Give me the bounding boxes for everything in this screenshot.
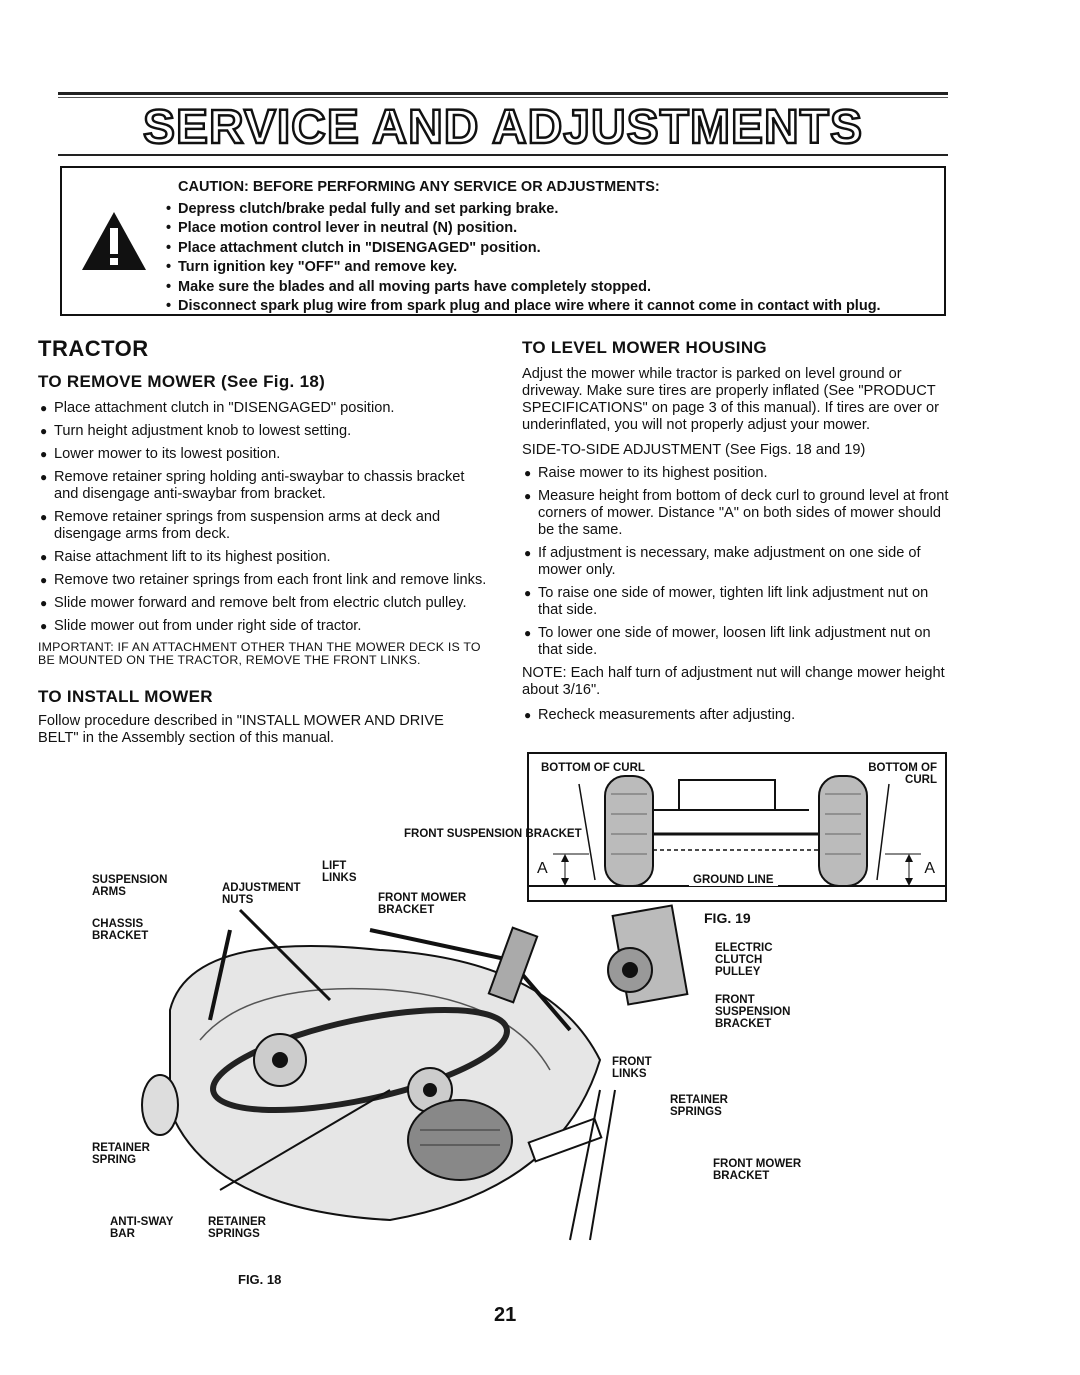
right-column: [522, 336, 952, 730]
caution-list: [166, 200, 934, 317]
label-front-mower-bracket-bottom: FRONT MOWER BRACKET: [713, 1158, 802, 1182]
list-item: ● Raise mower to its highest position.: [524, 465, 768, 481]
list-item: ● To raise one side of mower, tighten lift link adjustment nut on that side.: [524, 585, 929, 618]
label-lift-links: LIFT LINKS: [322, 860, 357, 884]
list-item: ● To lower one side of mower, loosen lift link adjustment nut on that side.: [524, 625, 931, 658]
level-list: [522, 465, 952, 659]
fig19-a-right: A: [924, 860, 935, 877]
label-retainer-spring-left: RETAINER SPRING: [92, 1142, 150, 1166]
important-note: IMPORTANT: IF AN ATTACHMENT OTHER THAN THE MOWER DECK IS TO BE MOUNTED ON THE TRACTOR, REMOVE THE FRONT LINKS.: [38, 640, 481, 667]
list-item: ● Raise attachment lift to its highest position.: [40, 549, 331, 565]
fig19-diagram: [527, 752, 947, 902]
list-item: ● Remove retainer springs from suspension arms at deck and disengage arms from deck.: [40, 509, 441, 542]
list-item: ● Remove two retainer springs from each front link and remove links.: [40, 572, 487, 588]
caution-item: • Disconnect spark plug wire from spark plug and place wire where it cannot come in contact with plug.: [166, 298, 881, 314]
header-rule-thin: [58, 97, 948, 98]
title-underline: [58, 154, 948, 156]
remove-mower-list: [38, 400, 488, 635]
caution-text: [166, 178, 934, 317]
label-retainer-springs-bottom: RETAINER SPRINGS: [208, 1216, 266, 1240]
fig19-caption: FIG. 19: [704, 910, 751, 926]
caution-item: • Depress clutch/brake pedal fully and set parking brake.: [166, 200, 559, 217]
label-adjustment-nuts: ADJUSTMENT NUTS: [222, 882, 301, 906]
list-item: ● Place attachment clutch in "DISENGAGED" position.: [40, 400, 395, 416]
list-item: ● Recheck measurements after adjusting.: [524, 707, 796, 723]
label-anti-sway-bar: ANTI-SWAY BAR: [110, 1216, 174, 1240]
warning-triangle-icon: [80, 210, 148, 272]
caution-heading: CAUTION: BEFORE PERFORMING ANY SERVICE OR ADJUSTMENTS:: [178, 179, 660, 195]
fig18-caption: FIG. 18: [238, 1272, 282, 1287]
side-to-side-heading: SIDE-TO-SIDE ADJUSTMENT (See Figs. 18 and 19): [522, 442, 866, 458]
install-mower-text: Follow procedure described in "INSTALL MOWER AND DRIVE BELT" in the Assembly section of this manual.: [38, 713, 444, 746]
remove-mower-heading: TO REMOVE MOWER (See Fig. 18): [38, 372, 326, 391]
list-item: ● Turn height adjustment knob to lowest setting.: [40, 423, 352, 439]
fig19-ground-line: GROUND LINE: [689, 874, 778, 886]
fig19-label-right: BOTTOM OF CURL: [868, 762, 937, 786]
list-item: ● Lower mower to its lowest position.: [40, 446, 281, 462]
tractor-heading: TRACTOR: [38, 336, 149, 361]
header-rule: [58, 92, 948, 95]
label-suspension-arms: SUSPENSION ARMS: [92, 874, 168, 898]
page-title: SERVICE AND ADJUSTMENTS: [143, 101, 863, 154]
caution-item: • Turn ignition key "OFF" and remove key.: [166, 259, 458, 275]
caution-item: • Make sure the blades and all moving parts have completely stopped.: [166, 278, 651, 295]
list-item: ● Measure height from bottom of deck curl to ground level at front corners of mower. Distance "A" on both sides of mower should be the same.: [524, 488, 949, 538]
left-column: [38, 336, 488, 747]
level-final-list: [522, 707, 952, 724]
fig19-a-left: A: [537, 860, 548, 877]
fig19-label-left: BOTTOM OF CURL: [541, 762, 645, 774]
list-item: ● Remove retainer spring holding anti-swaybar to chassis bracket and disengage anti-swaybar from bracket.: [40, 469, 465, 502]
caution-item: • Place motion control lever in neutral (N) position.: [166, 220, 518, 236]
list-item: ● If adjustment is necessary, make adjustment on one side of mower only.: [524, 545, 921, 578]
page-number: 21: [494, 1304, 517, 1326]
label-front-mower-bracket-top: FRONT MOWER BRACKET: [378, 892, 467, 916]
label-front-suspension-bracket-top: FRONT SUSPENSION BRACKET: [404, 828, 582, 840]
clutch-pulley-drawing: [600, 900, 710, 1010]
caution-box: [60, 166, 946, 316]
level-intro: Adjust the mower while tractor is parked on level ground or driveway. Make sure tires are properly inflated (See "PRODUCT SPECIFICATIONS" on page 3 of this manual). If tires are over or underinflated, you will not properly adjust your mower.: [522, 366, 939, 433]
label-electric-clutch-pulley: ELECTRIC CLUTCH PULLEY: [715, 942, 773, 978]
label-front-suspension-bracket-right: FRONT SUSPENSION BRACKET: [715, 994, 791, 1030]
caution-item: • Place attachment clutch in "DISENGAGED" position.: [166, 239, 541, 256]
label-chassis-bracket: CHASSIS BRACKET: [92, 918, 149, 942]
level-heading: TO LEVEL MOWER HOUSING: [522, 338, 767, 357]
install-mower-heading: TO INSTALL MOWER: [38, 687, 213, 706]
fig18-drawing: [130, 890, 650, 1250]
label-front-links: FRONT LINKS: [612, 1056, 652, 1080]
level-note: NOTE: Each half turn of adjustment nut will change mower height about 3/16".: [522, 665, 945, 698]
list-item: ● Slide mower forward and remove belt from electric clutch pulley.: [40, 595, 467, 611]
label-retainer-springs-right: RETAINER SPRINGS: [670, 1094, 728, 1118]
list-item: ● Slide mower out from under right side of tractor.: [40, 618, 362, 634]
